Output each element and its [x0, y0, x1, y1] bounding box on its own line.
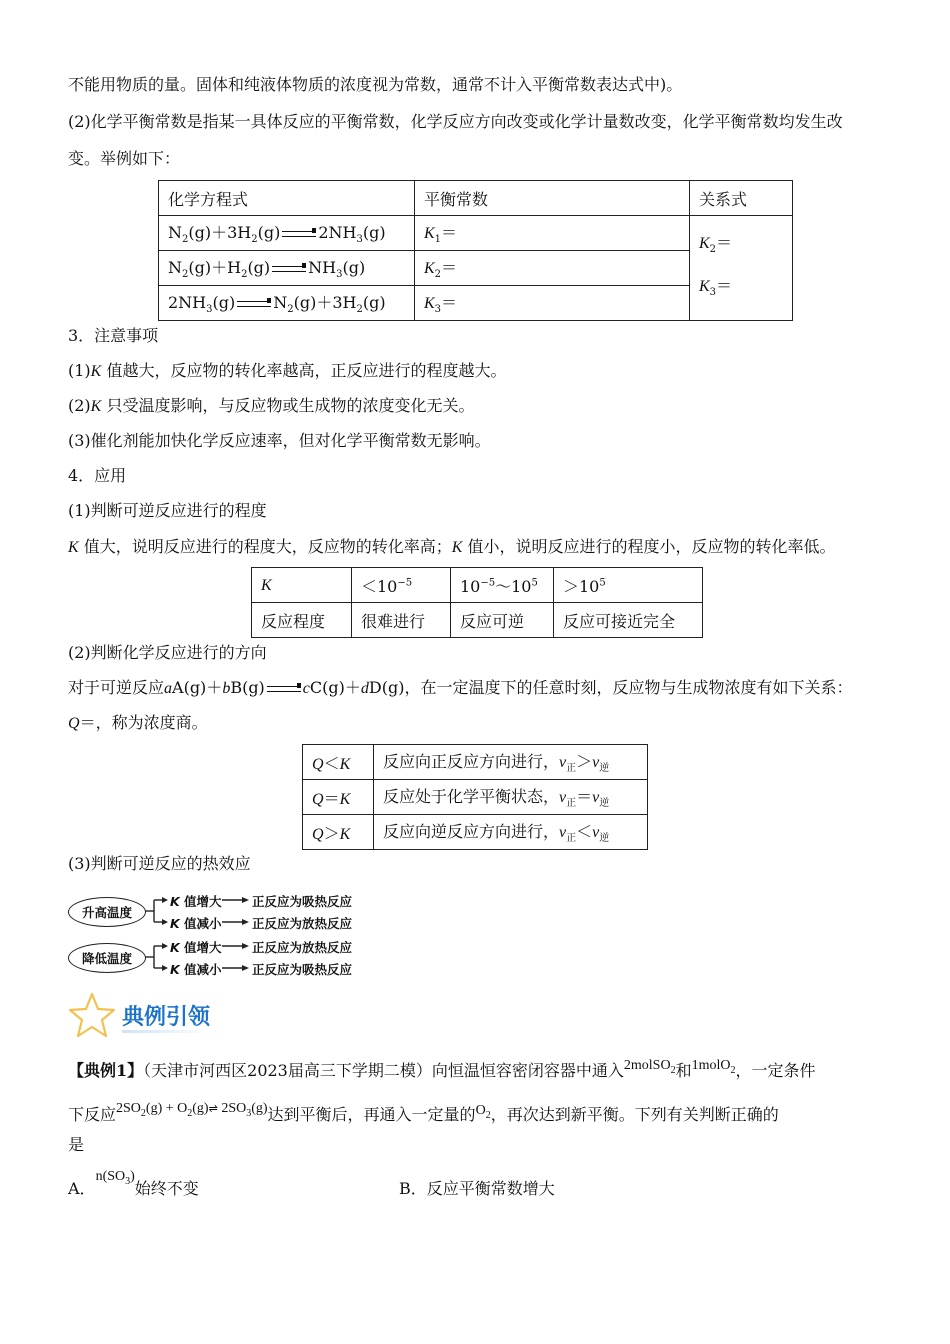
section-heading: 3．注意事项 [68, 326, 159, 345]
k-range-table [251, 567, 703, 638]
option-a: A．$n(SO_3)$始终不变 [68, 1169, 199, 1198]
list-item: (2)K 只受温度影响，与反应物或生成物的浓度变化无关。 [68, 396, 475, 415]
star-icon [68, 992, 116, 1038]
flow-k-label: K 值减小 [170, 962, 222, 977]
flow-result: 正反应为放热反应 [252, 940, 353, 955]
sub-heading: (3)判断可逆反应的热效应 [68, 854, 251, 873]
text-line: K 值大，说明反应进行的程度大，反应物的转化率高；K 值小，说明反应进行的程度小，反应物的转化率低。 [68, 537, 836, 556]
sub-heading: (1)判断可逆反应进行的程度 [68, 501, 267, 520]
section-heading: 4．应用 [68, 466, 127, 485]
table-header: 平衡常数 [415, 181, 690, 216]
table-cell: 很难进行 [352, 603, 451, 638]
lower-temperature-node: 降低温度 [68, 943, 146, 973]
heat-effect-diagram [66, 888, 376, 980]
banner-title: 典例引领 [122, 1005, 211, 1030]
equilibrium-constant-table [158, 180, 793, 321]
flow-k-label: K 值增大 [170, 894, 222, 909]
flow-k-label: K 值增大 [170, 940, 222, 955]
table-cell: 反应向逆反应方向进行，$v_正<v_逆$ [374, 815, 648, 850]
text-line: Q＝，称为浓度商。 [68, 713, 208, 732]
text-line: (2)化学平衡常数是指某一具体反应的平衡常数，化学反应方向改变或化学计量数改变，化学平衡常数均发生改 [68, 112, 843, 131]
table-header: 关系式 [690, 181, 793, 216]
flow-result: 正反应为放热反应 [252, 916, 353, 931]
relation-cell: $K_2=$ $K_3=$ [690, 216, 793, 321]
constant-cell: $K_1=$ [415, 216, 690, 251]
constant-cell: $K_2=$ [415, 251, 690, 286]
banner-underline [122, 1030, 212, 1033]
equation-cell: $N_2(g)+3H_2(g)$ $2NH_3(g)$ [159, 216, 415, 251]
table-cell: 反应向正反应方向进行，$v_正>v_逆$ [374, 745, 648, 780]
flow-result: 正反应为吸热反应 [252, 894, 353, 909]
constant-cell: $K_3=$ [415, 286, 690, 321]
flow-result: 正反应为吸热反应 [252, 962, 353, 977]
equation-cell: $2NH_3(g)$ $N_2(g)+3H_2(g)$ [159, 286, 415, 321]
table-cell: 反应可接近完全 [554, 603, 703, 638]
table-cell: Q＞K [303, 815, 374, 850]
list-item: (3)催化剂能加快化学反应速率，但对化学平衡常数无影响。 [68, 431, 491, 450]
text-line: 变。举例如下： [68, 149, 181, 168]
table-cell: 反应程度 [252, 603, 352, 638]
table-cell: $<10^{-5}$ [352, 568, 451, 603]
question-line: 下反应$2SO_2(g)$ + $O_2(g)\rightleftharpoons$ $2SO_3(g)$达到平衡后，再通入一定量的$O_2$，再次达到新平衡。下列有关判断正确的 [68, 1101, 779, 1124]
option-b: B．反应平衡常数增大 [399, 1179, 555, 1198]
raise-temperature-node: 升高温度 [68, 897, 146, 927]
table-header: 化学方程式 [159, 181, 415, 216]
table-cell: Q＝K [303, 780, 374, 815]
table-cell: 反应处于化学平衡状态，$v_正=v_逆$ [374, 780, 648, 815]
text-line: 不能用物质的量。固体和纯液体物质的浓度视为常数，通常不计入平衡常数表达式中)。 [68, 75, 683, 94]
table-cell: $10^{-5}\sim 10^5$ [451, 568, 554, 603]
example-banner [68, 992, 228, 1038]
question-line: 是 [68, 1135, 85, 1154]
q-vs-k-table [302, 744, 648, 850]
table-cell: 反应可逆 [451, 603, 554, 638]
equation-cell: $N_2(g)+H_2(g)$ $NH_3(g)$ [159, 251, 415, 286]
table-cell: K [252, 568, 352, 603]
table-cell: $>10^5$ [554, 568, 703, 603]
table-cell: Q＜K [303, 745, 374, 780]
list-item: (1)K 值越大，反应物的转化率越高，正反应进行的程度越大。 [68, 361, 507, 380]
text-line: 对于可逆反应aA(g)＋bB(g) cC(g)＋dD(g)，在一定温度下的任意时刻，反应物与生成物浓度有如下关系： [68, 678, 853, 697]
flow-k-label: K 值减小 [170, 916, 222, 931]
sub-heading: (2)判断化学反应进行的方向 [68, 643, 267, 662]
question-line: 【典例1】（天津市河西区2023届高三下学期二模）向恒温恒容密闭容器中通入2molSO$_2$和1molO$_2$，一定条件 [68, 1058, 816, 1080]
